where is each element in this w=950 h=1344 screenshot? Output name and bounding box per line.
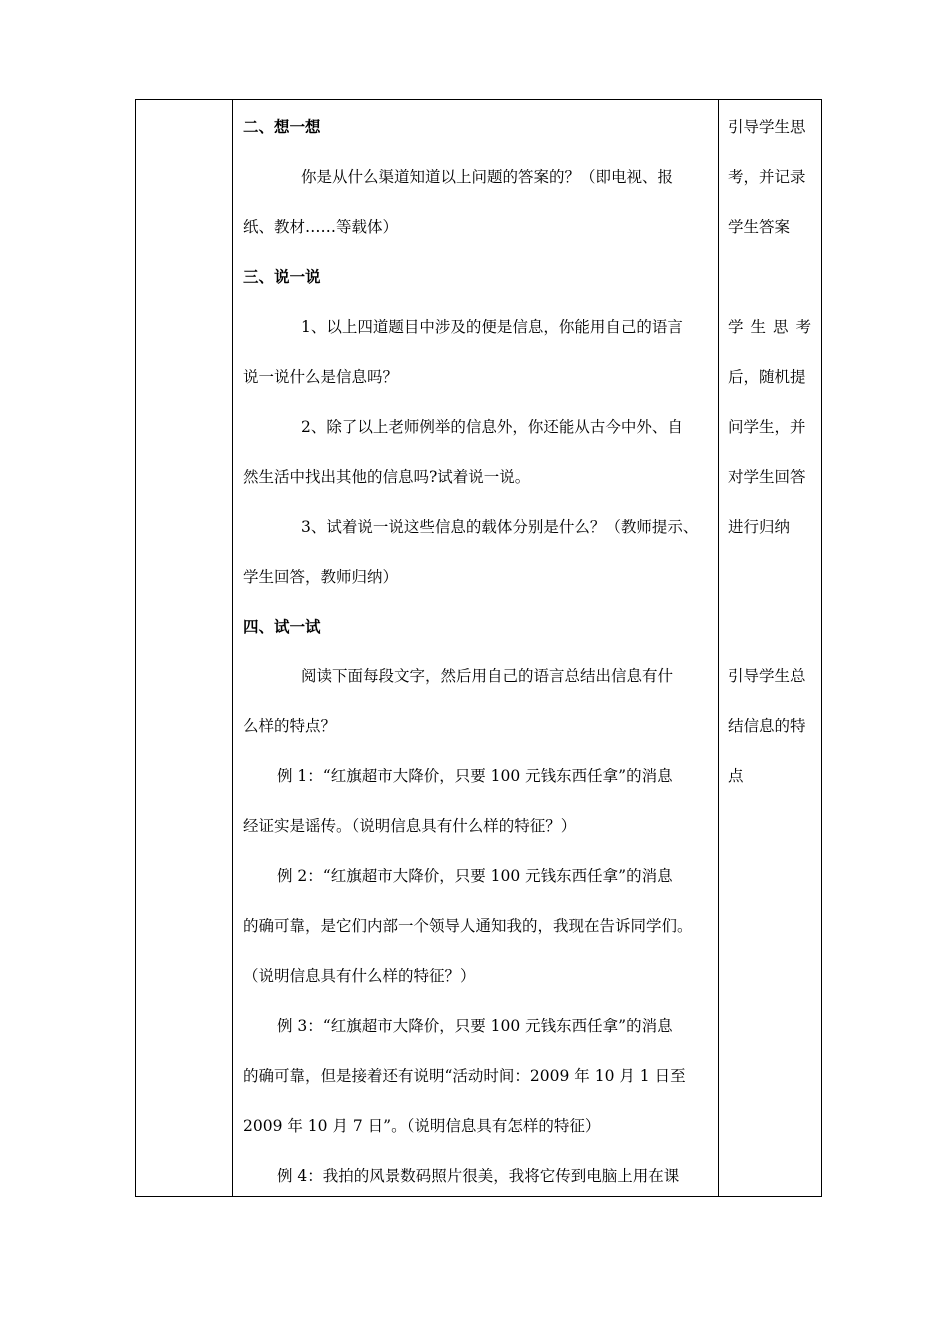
column-divider-right	[718, 100, 719, 1196]
content-line: 你是从什么渠道知道以上问题的答案的？（即电视、报	[301, 168, 674, 186]
content-line: 的确可靠，但是接着还有说明“活动时间：2009 年 10 月 1 日至	[243, 1067, 686, 1085]
content-line: 2009 年 10 月 7 日”。（说明信息具有怎样的特征）	[243, 1117, 601, 1135]
section-heading: 二、想一想	[243, 118, 321, 136]
column-divider-left	[232, 100, 233, 1196]
content-line: 么样的特点？	[243, 717, 337, 735]
content-line: 说一说什么是信息吗？	[243, 368, 399, 386]
note-line: 引导学生思	[728, 118, 806, 136]
note-line: 问学生，并	[728, 418, 806, 436]
example-line: 例 2：“红旗超市大降价，只要 100 元钱东西任拿”的消息	[277, 867, 673, 885]
content-line: （说明信息具有什么样的特征？）	[243, 967, 476, 985]
section-heading: 四、试一试	[243, 618, 321, 636]
example-line: 例 4：我拍的风景数码照片很美，我将它传到电脑上用在课	[277, 1167, 680, 1185]
example-line: 例 3：“红旗超市大降价，只要 100 元钱东西任拿”的消息	[277, 1017, 673, 1035]
note-line: 点	[728, 767, 744, 785]
note-line: 引导学生总	[728, 667, 806, 685]
note-line: 结信息的特	[728, 717, 806, 735]
content-line: 的确可靠，是它们内部一个领导人通知我的，我现在告诉同学们。	[243, 917, 693, 935]
note-line: 对学生回答	[728, 468, 806, 486]
example-line: 例 1：“红旗超市大降价，只要 100 元钱东西任拿”的消息	[277, 767, 673, 785]
section-heading: 三、说一说	[243, 268, 321, 286]
note-line: 学生思考	[728, 318, 819, 336]
content-line: 2、除了以上老师例举的信息外，你还能从古今中外、自	[301, 418, 683, 436]
content-line: 学生回答，教师归纳）	[243, 568, 399, 586]
note-line: 学生答案	[728, 218, 791, 236]
note-line: 进行归纳	[728, 518, 791, 536]
content-line: 3、试着说一说这些信息的载体分别是什么？（教师提示、	[301, 518, 699, 536]
content-line: 1、以上四道题目中涉及的便是信息，你能用自己的语言	[301, 318, 683, 336]
content-line: 阅读下面每段文字，然后用自己的语言总结出信息有什	[301, 667, 674, 685]
content-line: 经证实是谣传。（说明信息具有什么样的特征？）	[243, 817, 577, 835]
lesson-table	[135, 99, 822, 1197]
content-line: 纸、教材……等载体）	[243, 218, 399, 236]
note-line: 后，随机提	[728, 368, 806, 386]
note-line: 考，并记录	[728, 168, 806, 186]
content-line: 然生活中找出其他的信息吗?试着说一说。	[243, 468, 531, 486]
